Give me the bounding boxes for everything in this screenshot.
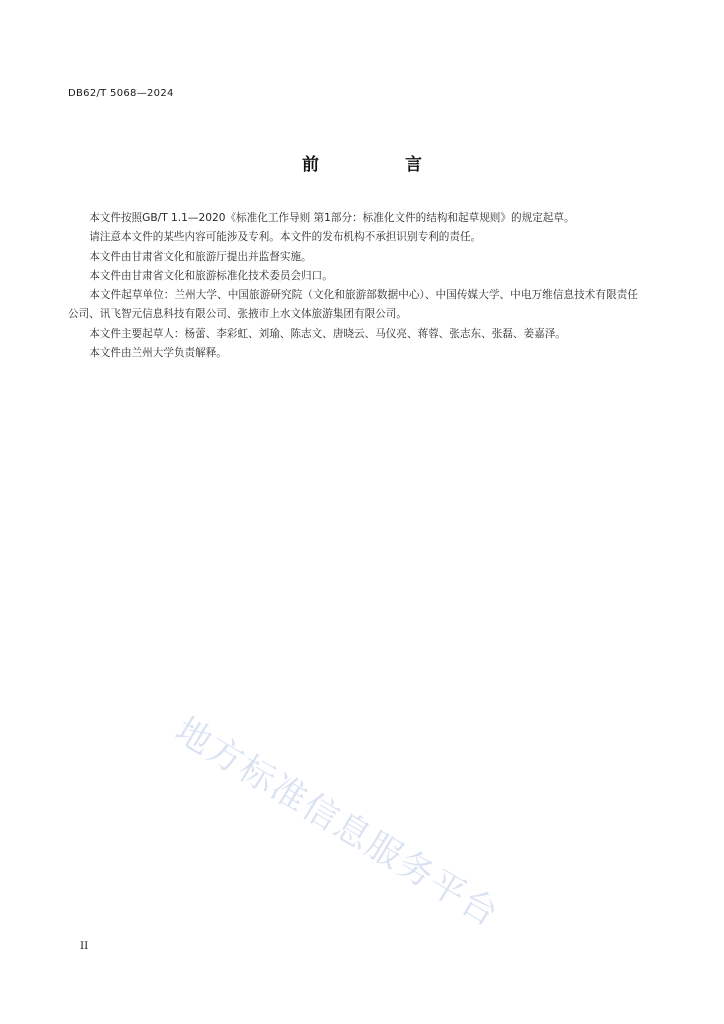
paragraph-proposer: 本文件由甘肃省文化和旅游厅提出并监督实施。 — [89, 250, 312, 263]
page-number: II — [80, 940, 89, 952]
paragraph-technical-committee: 本文件由甘肃省文化和旅游标准化技术委员会归口。 — [89, 269, 333, 282]
section-title: 前 言 — [302, 155, 462, 175]
paragraph-interpretation: 本文件由兰州大学负责解释。 — [89, 347, 227, 360]
paragraph-drafting-units: 本文件起草单位：兰州大学、中国旅游研究院（文化和旅游部数据中心）、中国传媒大学、中电万维信息技术有限责任公司、讯飞智元信息科技有限公司、张掖市上水文体旅游集团有限公司。 — [68, 289, 638, 321]
watermark: 地方标准信息服务平台 — [168, 710, 506, 936]
paragraph-drafters: 本文件主要起草人：杨蕾、李彩虹、刘瑜、陈志文、唐晓云、马仪亮、蒋蓉、张志东、张磊、姜嘉泽。 — [89, 327, 566, 340]
document-body — [68, 209, 638, 363]
paragraph-drafting-basis: 本文件按照GB/T 1.1—2020《标准化工作导则 第1部分：标准化文件的结构和起草规则》的规定起草。 — [89, 212, 575, 224]
paragraph-patent-notice: 请注意本文件的某些内容可能涉及专利。本文件的发布机构不承担识别专利的责任。 — [89, 231, 482, 244]
standard-code: DB62/T 5068—2024 — [68, 88, 174, 99]
